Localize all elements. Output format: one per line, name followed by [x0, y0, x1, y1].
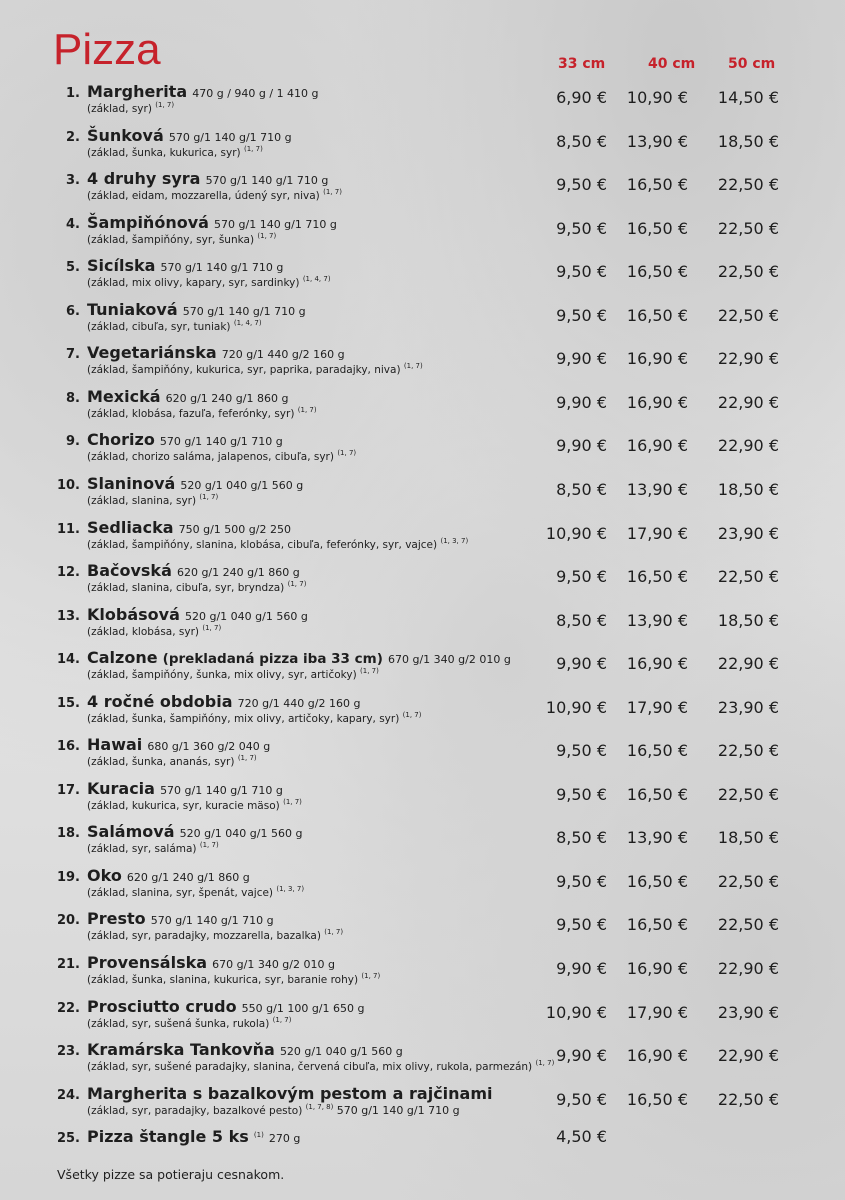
- menu-item: [0, 953, 845, 997]
- item-ingredients: (základ, syr, sušená šunka, rukola): [87, 1017, 270, 1030]
- price-33: 9,90 €: [556, 349, 607, 369]
- item-allergens: (1, 7): [202, 623, 222, 632]
- item-ingredients-line: [87, 145, 263, 159]
- item-ingredients-line: [87, 275, 331, 289]
- item-title-line: [87, 997, 364, 1016]
- item-ingredients: (základ, šunka, slanina, kukurica, syr, baranie rohy): [87, 974, 359, 986]
- price-50: 22,50 €: [717, 175, 779, 195]
- price-40: 16,90 €: [626, 392, 688, 412]
- item-weight: 620 g/1 240 g/1 860 g: [165, 391, 289, 405]
- price-50: 18,50 €: [717, 479, 779, 499]
- price-50: 22,50 €: [717, 1089, 779, 1109]
- item-name: Vegetariánska: [87, 343, 217, 363]
- item-title-line: [87, 735, 270, 754]
- item-weight: 570 g/1 140 g/1 710 g: [214, 217, 337, 231]
- item-weight: 570 g/1 140 g/1 710 g: [205, 174, 329, 188]
- price-40: 16,50 €: [626, 262, 688, 282]
- item-title-line: [87, 256, 283, 275]
- item-allergens: (1, 3, 7): [440, 536, 469, 545]
- item-title-line: [87, 82, 319, 101]
- item-weight: 570 g/1 140 g/1 710 g: [168, 130, 292, 144]
- item-number: 22.: [56, 1000, 80, 1016]
- item-number: 25.: [56, 1131, 80, 1147]
- item-title-line: [87, 953, 335, 972]
- price-33: 9,50 €: [556, 871, 607, 891]
- menu-item: [0, 169, 845, 213]
- price-50: 22,90 €: [717, 654, 779, 674]
- price-40: 16,90 €: [626, 436, 688, 456]
- item-ingredients: (základ, slanina, cibuľa, syr, bryndza): [87, 582, 285, 595]
- item-ingredients: (základ, šampiňóny, syr, šunka): [87, 233, 255, 246]
- menu-item: [0, 735, 845, 779]
- item-ingredients-line: [87, 667, 379, 681]
- price-40: 16,50 €: [626, 741, 688, 761]
- item-ingredients-line: [87, 928, 343, 942]
- item-weight: 620 g/1 240 g/1 860 g: [126, 870, 250, 884]
- price-33: 8,50 €: [556, 610, 607, 630]
- item-ingredients-line: [87, 406, 317, 420]
- item-ingredients-line: [87, 101, 174, 115]
- item-title-line: [87, 213, 337, 232]
- item-weight: 470 g / 940 g / 1 410 g: [192, 87, 319, 100]
- price-33: 9,50 €: [556, 218, 607, 238]
- item-ingredients-line: [87, 449, 356, 463]
- item-ingredients-line: [87, 493, 218, 507]
- price-40: 17,90 €: [626, 523, 688, 543]
- item-title-line: [87, 1127, 300, 1146]
- menu-item: [0, 213, 845, 257]
- item-allergens: (1, 7): [199, 841, 219, 850]
- item-weight: 570 g/1 140 g/1 710 g: [336, 1103, 460, 1117]
- price-50: 22,50 €: [717, 871, 779, 891]
- item-name: Hawai: [87, 735, 143, 755]
- item-name: Margherita s bazalkovým pestom a rajčinami: [87, 1083, 493, 1103]
- menu-item: [0, 866, 845, 910]
- price-50: 22,50 €: [717, 784, 779, 804]
- item-name: Sedliacka: [87, 517, 174, 537]
- price-50: 22,90 €: [717, 392, 779, 412]
- item-name: Pizza štangle 5 ks: [87, 1127, 249, 1147]
- item-title-line: [87, 822, 302, 841]
- item-number: 1.: [66, 86, 80, 101]
- item-number: 20.: [56, 913, 80, 929]
- price-40: 16,90 €: [626, 959, 688, 978]
- item-name: Calzone: [87, 648, 158, 668]
- item-allergens: (1, 7): [535, 1059, 555, 1068]
- item-ingredients: (základ, slanina, syr): [87, 494, 197, 507]
- item-ingredients-line: [87, 841, 219, 855]
- item-ingredients-line: [87, 1059, 554, 1073]
- item-weight: 670 g/1 340 g/2 010 g: [212, 958, 335, 971]
- item-subtitle: (prekladaná pizza iba 33 cm): [162, 651, 383, 668]
- item-ingredients-line: [87, 1016, 291, 1030]
- item-weight: 520 g/1 040 g/1 560 g: [179, 827, 303, 841]
- item-number: 15.: [56, 695, 80, 711]
- item-name: Salámová: [87, 822, 175, 842]
- item-number: 17.: [56, 782, 80, 798]
- price-50: 18,50 €: [717, 610, 779, 630]
- item-weight: 750 g/1 500 g/2 250: [178, 522, 291, 536]
- item-weight: 570 g/1 140 g/1 710 g: [160, 783, 283, 797]
- item-ingredients-line: [87, 362, 423, 376]
- price-33: 10,90 €: [545, 1002, 607, 1022]
- price-40: 16,50 €: [626, 175, 688, 195]
- price-40: 16,50 €: [626, 305, 688, 325]
- menu-item: [0, 300, 845, 344]
- footer-note: Všetky pizze sa potieraju cesnakom.: [57, 1167, 285, 1182]
- item-ingredients-line: [87, 754, 257, 768]
- menu-item: [0, 126, 845, 170]
- price-40: 16,50 €: [626, 915, 688, 935]
- item-title-line: [87, 343, 345, 362]
- item-ingredients: (základ, šampiňóny, kukurica, syr, paprika, paradajky, niva): [87, 364, 401, 377]
- item-number: 21.: [56, 957, 80, 972]
- item-title-line: [87, 126, 292, 145]
- item-title-line: [87, 909, 274, 928]
- price-50: 18,50 €: [717, 131, 779, 151]
- price-33: 8,50 €: [556, 828, 607, 848]
- item-name: Šunková: [87, 125, 164, 145]
- item-weight: 520 g/1 040 g/1 560 g: [184, 609, 308, 623]
- price-33: 9,50 €: [556, 175, 607, 195]
- item-ingredients-line: [87, 624, 221, 638]
- price-40: 16,50 €: [626, 218, 688, 238]
- item-name: Mexická: [87, 386, 161, 406]
- item-ingredients-line: [87, 1103, 460, 1117]
- price-40: 13,90 €: [626, 479, 688, 499]
- item-name: Sicílska: [87, 256, 156, 276]
- item-allergens: (1, 7): [257, 231, 277, 240]
- item-number: 19.: [56, 869, 80, 885]
- menu-item: [0, 430, 845, 474]
- item-name: Bačovská: [87, 561, 172, 581]
- item-title-line: [87, 387, 288, 406]
- item-ingredients-line: [87, 885, 304, 899]
- item-number: 7.: [66, 347, 80, 363]
- item-weight: 520 g/1 040 g/1 560 g: [180, 478, 304, 492]
- size-header-40: 40 cm: [648, 56, 696, 72]
- item-name: Kuracia: [87, 778, 155, 798]
- item-number: 14.: [56, 652, 80, 668]
- item-number: 11.: [56, 521, 80, 537]
- item-number: 9.: [66, 434, 80, 450]
- price-40: 13,90 €: [626, 828, 688, 848]
- item-ingredients: (základ, syr): [87, 103, 152, 115]
- item-allergens: (1, 7): [403, 362, 423, 371]
- item-ingredients: (základ, klobása, syr): [87, 625, 200, 638]
- price-50: 22,50 €: [717, 262, 779, 282]
- price-50: 22,90 €: [717, 349, 779, 369]
- item-allergens: (1, 7): [243, 144, 263, 153]
- item-allergens: (1, 7): [337, 449, 357, 458]
- price-50: 18,50 €: [717, 828, 779, 848]
- menu-item: [0, 343, 845, 387]
- item-number: 18.: [56, 826, 80, 842]
- menu-item: [0, 648, 845, 692]
- item-name: Oko: [87, 865, 122, 885]
- menu-item: [0, 387, 845, 431]
- item-ingredients: (základ, slanina, syr, špenát, vajce): [87, 886, 274, 899]
- item-title-line: [87, 866, 250, 885]
- item-name: Tuniaková: [87, 299, 178, 319]
- item-title-line: [87, 605, 308, 624]
- item-ingredients: (základ, klobása, fazuľa, feferónky, syr): [87, 407, 295, 420]
- item-allergens: (1, 7, 8): [305, 1102, 334, 1111]
- item-ingredients: (základ, syr, paradajky, mozzarella, bazalka): [87, 930, 321, 943]
- price-50: 22,50 €: [717, 915, 779, 935]
- price-33: 10,90 €: [545, 523, 607, 543]
- item-name: Chorizo: [87, 430, 155, 450]
- price-40: 17,90 €: [626, 1002, 688, 1022]
- price-33: 4,50 €: [556, 1127, 607, 1147]
- price-40: 13,90 €: [626, 131, 688, 151]
- size-header-50: 50 cm: [728, 56, 776, 72]
- item-allergens: (1, 7): [199, 492, 219, 501]
- item-title-line: [87, 300, 306, 319]
- item-number: 5.: [66, 260, 80, 276]
- price-33: 9,90 €: [556, 392, 607, 412]
- price-33: 8,50 €: [556, 131, 607, 151]
- menu-item: [0, 605, 845, 649]
- price-40: 16,50 €: [626, 784, 688, 804]
- item-title-line: [87, 779, 283, 798]
- price-50: 22,90 €: [717, 1046, 779, 1066]
- item-ingredients: (základ, syr, sušené paradajky, slanina, červená cibuľa, mix olivy, rukola, parmezán): [87, 1061, 533, 1074]
- item-weight: 570 g/1 140 g/1 710 g: [182, 304, 306, 318]
- menu-item: [0, 1040, 845, 1084]
- item-weight: 680 g/1 360 g/2 040 g: [147, 740, 271, 754]
- item-name: Prosciutto crudo: [87, 996, 237, 1016]
- item-ingredients-line: [87, 711, 421, 725]
- price-33: 9,50 €: [556, 915, 607, 935]
- item-allergens: (1, 7): [402, 710, 422, 719]
- price-33: 9,50 €: [556, 567, 607, 587]
- item-ingredients: (základ, chorizo saláma, jalapenos, cibuľa, syr): [87, 451, 334, 464]
- item-weight: 550 g/1 100 g/1 650 g: [241, 1001, 365, 1015]
- item-name: Kramárska Tankovňa: [87, 1040, 275, 1060]
- item-number: 8.: [66, 390, 80, 406]
- item-ingredients: (základ, kukurica, syr, kuracie mäso): [87, 799, 280, 812]
- item-ingredients: (základ, šunka, ananás, syr): [87, 756, 235, 769]
- item-ingredients-line: [87, 232, 276, 246]
- item-weight: 270 g: [268, 1132, 301, 1146]
- item-ingredients-line: [87, 580, 306, 594]
- item-title-line: [87, 648, 511, 667]
- price-50: 22,90 €: [717, 436, 779, 456]
- item-number: 12.: [56, 565, 80, 581]
- price-50: 14,50 €: [717, 88, 779, 107]
- item-allergens: (1, 7): [155, 101, 175, 109]
- item-number: 23.: [56, 1044, 80, 1060]
- price-50: 23,90 €: [717, 1002, 779, 1022]
- item-ingredients: (základ, šampiňóny, šunka, mix olivy, syr, artičoky): [87, 669, 357, 682]
- item-ingredients: (základ, šunka, šampiňóny, mix olivy, artičoky, kapary, syr): [87, 712, 400, 725]
- item-ingredients: (základ, cibuľa, syr, tuniak): [87, 320, 231, 333]
- price-33: 9,90 €: [556, 654, 607, 674]
- price-40: 16,90 €: [626, 349, 688, 369]
- price-33: 9,50 €: [556, 262, 607, 282]
- item-ingredients: (základ, syr, paradajky, bazalkové pesto): [87, 1104, 303, 1117]
- menu-item: [0, 779, 845, 823]
- menu-item: [0, 518, 845, 562]
- menu-item: [0, 909, 845, 953]
- item-number: 10.: [56, 477, 80, 493]
- price-40: 16,50 €: [626, 871, 688, 891]
- price-33: 9,50 €: [556, 741, 607, 761]
- item-ingredients-line: [87, 188, 342, 202]
- item-weight: 720 g/1 440 g/2 160 g: [237, 696, 361, 710]
- price-40: 16,90 €: [626, 1046, 688, 1066]
- menu-item: [0, 561, 845, 605]
- item-name: 4 druhy syra: [87, 169, 201, 189]
- item-number: 16.: [56, 739, 80, 755]
- menu-item: [0, 1127, 845, 1171]
- item-name: 4 ročné obdobia: [87, 691, 233, 711]
- item-title-line: [87, 474, 303, 493]
- price-40: 16,90 €: [626, 654, 688, 674]
- item-ingredients: (základ, šunka, kukurica, syr): [87, 146, 241, 159]
- menu-item: [0, 692, 845, 736]
- item-ingredients-line: [87, 537, 468, 551]
- price-33: 9,90 €: [556, 1046, 607, 1066]
- item-weight: 720 g/1 440 g/2 160 g: [221, 348, 345, 362]
- price-40: 10,90 €: [626, 88, 688, 107]
- item-ingredients: (základ, šampiňóny, slanina, klobása, cibuľa, feferónky, syr, vajce): [87, 538, 438, 551]
- item-allergens: (1, 7): [297, 405, 317, 414]
- price-33: 8,50 €: [556, 479, 607, 499]
- item-weight: 570 g/1 140 g/1 710 g: [159, 435, 283, 449]
- item-allergens: (1, 7): [360, 667, 379, 676]
- menu-item: [0, 256, 845, 300]
- price-50: 22,50 €: [717, 741, 779, 761]
- price-33: 9,90 €: [556, 959, 607, 978]
- price-50: 23,90 €: [717, 523, 779, 543]
- item-title-line: [87, 1040, 403, 1059]
- item-allergens: (1, 7): [361, 972, 381, 980]
- item-weight: 620 g/1 240 g/1 860 g: [176, 566, 300, 580]
- item-allergens: (1, 3, 7): [276, 884, 305, 893]
- item-ingredients-line: [87, 319, 262, 333]
- item-weight: 520 g/1 040 g/1 560 g: [279, 1045, 403, 1059]
- item-name: Provensálska: [87, 953, 208, 972]
- menu-item: [0, 997, 845, 1041]
- item-allergens: (1, 4, 7): [302, 275, 331, 284]
- item-name: Presto: [87, 909, 146, 929]
- menu-item: [0, 822, 845, 866]
- menu-item: [0, 1084, 845, 1128]
- price-33: 9,50 €: [556, 784, 607, 804]
- price-50: 22,50 €: [717, 305, 779, 325]
- item-allergens: (1, 7): [323, 188, 342, 197]
- price-40: 16,50 €: [626, 567, 688, 587]
- item-title-line: [87, 692, 360, 711]
- item-allergens: (1, 7): [237, 754, 257, 763]
- item-allergens: (1, 7): [272, 1015, 292, 1024]
- item-number: 6.: [66, 303, 80, 319]
- item-name: Klobásová: [87, 604, 180, 624]
- price-50: 23,90 €: [717, 697, 779, 717]
- item-weight: 570 g/1 140 g/1 710 g: [160, 261, 284, 275]
- item-name: Slaninová: [87, 473, 176, 493]
- item-name: Margherita: [87, 82, 188, 101]
- item-ingredients: (základ, mix olivy, kapary, syr, sardinky): [87, 277, 300, 290]
- item-title-line: [87, 518, 291, 537]
- price-50: 22,90 €: [717, 959, 779, 978]
- size-header-33: 33 cm: [558, 56, 606, 72]
- item-ingredients-line: [87, 798, 302, 812]
- price-50: 22,50 €: [717, 567, 779, 587]
- item-allergens: (1): [253, 1131, 264, 1140]
- item-allergens: (1, 4, 7): [233, 318, 262, 327]
- price-40: 16,50 €: [626, 1089, 688, 1109]
- item-title-line: [87, 1084, 493, 1103]
- item-allergens: (1, 7): [283, 797, 302, 806]
- item-title-line: [87, 430, 283, 449]
- item-title-line: [87, 561, 300, 580]
- item-number: 3.: [66, 173, 80, 189]
- item-number: 13.: [56, 608, 80, 624]
- price-33: 10,90 €: [545, 697, 607, 717]
- page-title: Pizza: [53, 25, 161, 74]
- price-40: 13,90 €: [626, 610, 688, 630]
- price-33: 9,90 €: [556, 436, 607, 456]
- item-weight: 670 g/1 340 g/2 010 g: [387, 653, 511, 667]
- price-33: 9,50 €: [556, 1089, 607, 1109]
- item-number: 2.: [66, 129, 80, 145]
- item-ingredients-line: [87, 972, 380, 986]
- item-allergens: (1, 7): [324, 928, 344, 937]
- item-allergens: (1, 7): [287, 580, 307, 589]
- menu-item: [0, 82, 845, 126]
- price-50: 22,50 €: [717, 218, 779, 238]
- price-40: 17,90 €: [626, 697, 688, 717]
- price-33: 9,50 €: [556, 305, 607, 325]
- item-title-line: [87, 169, 328, 188]
- item-number: 4.: [66, 216, 80, 232]
- item-weight: 570 g/1 140 g/1 710 g: [150, 914, 274, 928]
- item-ingredients: (základ, syr, saláma): [87, 843, 197, 856]
- menu-item: [0, 474, 845, 518]
- item-ingredients: (základ, eidam, mozzarella, údený syr, niva): [87, 190, 320, 203]
- price-33: 6,90 €: [556, 88, 607, 107]
- item-name: Šampiňónová: [87, 212, 209, 232]
- item-number: 24.: [56, 1087, 80, 1103]
